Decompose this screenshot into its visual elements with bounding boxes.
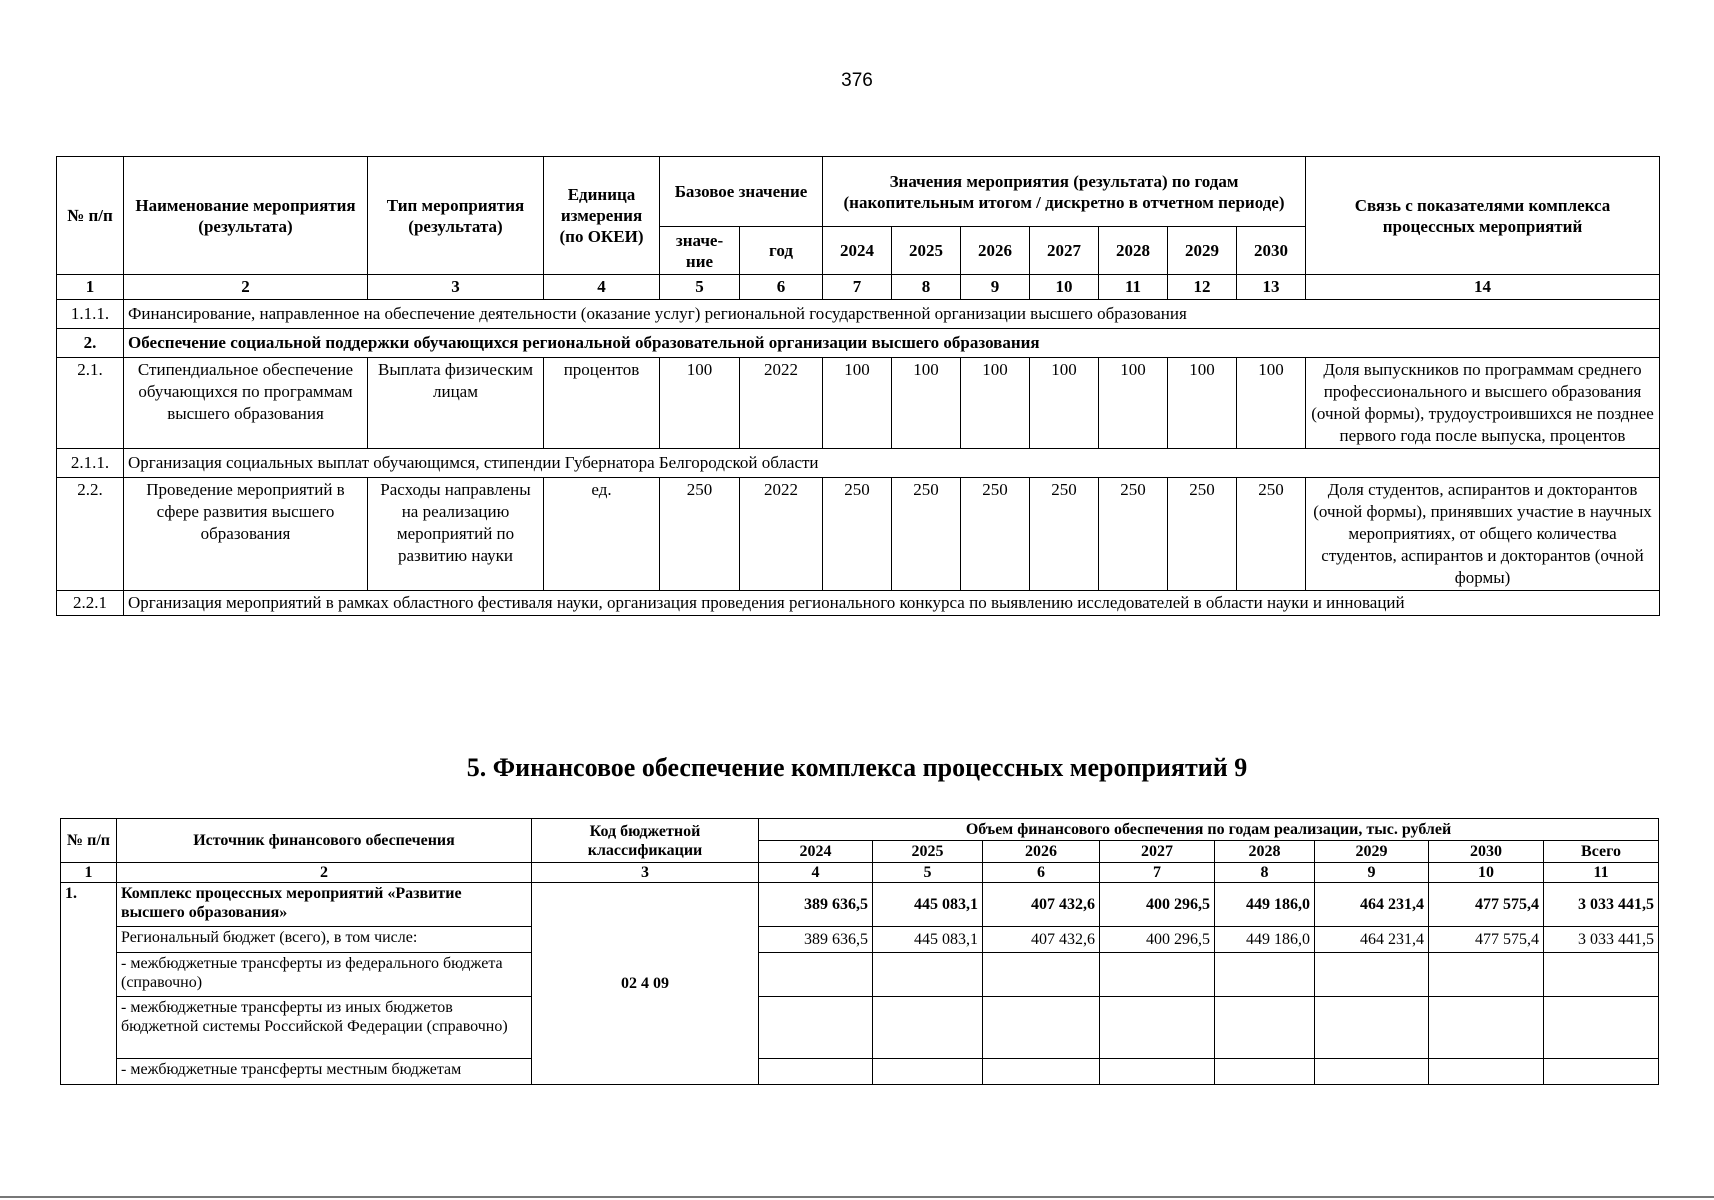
col-header-year: 2030 (1429, 841, 1544, 863)
year-value: 250 (823, 478, 892, 591)
col-header-year: 2026 (961, 227, 1030, 275)
table-row (57, 478, 1660, 591)
column-number: 9 (1315, 863, 1429, 883)
activity-unit: ед. (544, 478, 660, 591)
finance-value (1429, 1059, 1544, 1085)
finance-total: 3 033 441,5 (1544, 927, 1659, 953)
column-number: 10 (1429, 863, 1544, 883)
source-label: - межбюджетные трансферты из иных бюджетов бюджетной системы Российской Федерации (справочно) (117, 997, 532, 1059)
finance-value (983, 953, 1100, 997)
col-header-year: 2028 (1215, 841, 1315, 863)
finance-value (1100, 1059, 1215, 1085)
table-row (57, 300, 1660, 329)
col-header-name: Наименование мероприятия (результата) (124, 157, 368, 275)
year-value: 250 (1168, 478, 1237, 591)
activity-type: Расходы направлены на реализацию мероприятий по развитию науки (368, 478, 544, 591)
column-number: 6 (740, 275, 823, 300)
column-number: 7 (1100, 863, 1215, 883)
section-title: 5. Финансовое обеспечение комплекса процессных мероприятий 9 (466, 753, 1248, 782)
base-value: 100 (660, 358, 740, 449)
col-header-base-year: год (740, 227, 823, 275)
year-value: 100 (823, 358, 892, 449)
finance-value: 445 083,1 (873, 927, 983, 953)
base-year: 2022 (740, 358, 823, 449)
row-number: 2.2.1 (57, 591, 124, 616)
col-header-year: 2025 (873, 841, 983, 863)
year-value: 100 (892, 358, 961, 449)
activity-type: Выплата физическим лицам (368, 358, 544, 449)
table-row (57, 591, 1660, 616)
column-number: 1 (61, 863, 117, 883)
col-header-source: Источник финансового обеспечения (117, 819, 532, 863)
column-number: 7 (823, 275, 892, 300)
finance-value (1100, 953, 1215, 997)
finance-value: 477 575,4 (1429, 883, 1544, 927)
table-row (57, 358, 1660, 449)
finance-value: 407 432,6 (983, 883, 1100, 927)
header-row (57, 157, 1660, 227)
col-header-year: 2024 (823, 227, 892, 275)
row-number: 2.1. (57, 358, 124, 449)
year-value: 250 (1099, 478, 1168, 591)
finance-total (1544, 1059, 1659, 1085)
scan-edge-line (0, 1196, 1714, 1198)
column-number: 5 (660, 275, 740, 300)
finance-value (1315, 1059, 1429, 1085)
table-row (61, 883, 1659, 927)
year-value: 100 (961, 358, 1030, 449)
finance-value (1215, 953, 1315, 997)
column-number: 8 (892, 275, 961, 300)
finance-value (1100, 997, 1215, 1059)
row-number: 2.2. (57, 478, 124, 591)
finance-value (983, 1059, 1100, 1085)
year-value: 100 (1237, 358, 1306, 449)
column-number: 12 (1168, 275, 1237, 300)
column-number: 11 (1544, 863, 1659, 883)
activity-unit: процентов (544, 358, 660, 449)
col-header-year: 2024 (759, 841, 873, 863)
activity-name: Стипендиальное обеспечение обучающихся по программам высшего образования (124, 358, 368, 449)
year-value: 100 (1099, 358, 1168, 449)
activities-table (56, 156, 1660, 616)
col-header-year: 2029 (1315, 841, 1429, 863)
col-header-year: 2025 (892, 227, 961, 275)
table-row (57, 449, 1660, 478)
row-text: Организация мероприятий в рамках областного фестиваля науки, организация проведения регионального конкурса по выявлению исследователей в области науки и инноваций (124, 591, 1660, 616)
table-row (57, 329, 1660, 358)
finance-value: 449 186,0 (1215, 883, 1315, 927)
column-number: 4 (759, 863, 873, 883)
finance-value: 477 575,4 (1429, 927, 1544, 953)
financing-table (60, 818, 1659, 1085)
column-number: 5 (873, 863, 983, 883)
budget-code: 02 4 09 (532, 883, 759, 1085)
activity-name: Проведение мероприятий в сфере развития высшего образования (124, 478, 368, 591)
col-header-year: 2030 (1237, 227, 1306, 275)
table-row (61, 927, 1659, 953)
row-number: 2. (57, 329, 124, 358)
finance-total: 3 033 441,5 (1544, 883, 1659, 927)
finance-value: 400 296,5 (1100, 927, 1215, 953)
column-number: 11 (1099, 275, 1168, 300)
col-header-year: 2027 (1100, 841, 1215, 863)
column-number: 4 (544, 275, 660, 300)
row-number: 1.1.1. (57, 300, 124, 329)
column-number: 9 (961, 275, 1030, 300)
col-header-volume: Объем финансового обеспечения по годам реализации, тыс. рублей (759, 819, 1659, 841)
column-number: 2 (124, 275, 368, 300)
finance-value (1429, 997, 1544, 1059)
finance-value (873, 1059, 983, 1085)
column-number: 2 (117, 863, 532, 883)
column-numbers-row (57, 275, 1660, 300)
base-year: 2022 (740, 478, 823, 591)
finance-value: 389 636,5 (759, 927, 873, 953)
col-header-base-value: значе-ние (660, 227, 740, 275)
finance-value (759, 953, 873, 997)
page-number: 376 (841, 70, 873, 91)
col-header-total: Всего (1544, 841, 1659, 863)
finance-value (759, 997, 873, 1059)
indicator-link: Доля студентов, аспирантов и докторантов (очной формы), принявших участие в научных мероприятиях, от общего количества студентов, аспирантов и докторантов (очной формы) (1306, 478, 1660, 591)
finance-value: 389 636,5 (759, 883, 873, 927)
base-value: 250 (660, 478, 740, 591)
col-header-year: 2026 (983, 841, 1100, 863)
finance-value: 400 296,5 (1100, 883, 1215, 927)
finance-value (759, 1059, 873, 1085)
column-numbers-row (61, 863, 1659, 883)
column-number: 14 (1306, 275, 1660, 300)
finance-value (1429, 953, 1544, 997)
col-header-link: Связь с показателями комплекса процессных мероприятий (1306, 157, 1660, 275)
col-header-base: Базовое значение (660, 157, 823, 227)
finance-value (1215, 997, 1315, 1059)
finance-value (1315, 997, 1429, 1059)
col-header-code: Код бюджетной классификации (532, 819, 759, 863)
finance-value: 464 231,4 (1315, 883, 1429, 927)
header-row (61, 819, 1659, 841)
col-header-num: № п/п (61, 819, 117, 863)
col-header-year: 2027 (1030, 227, 1099, 275)
finance-total (1544, 953, 1659, 997)
year-value: 250 (961, 478, 1030, 591)
finance-total (1544, 997, 1659, 1059)
row-number: 2.1.1. (57, 449, 124, 478)
column-number: 8 (1215, 863, 1315, 883)
col-header-num: № п/п (57, 157, 124, 275)
col-header-type: Тип мероприятия (результата) (368, 157, 544, 275)
finance-value: 445 083,1 (873, 883, 983, 927)
finance-value (1315, 953, 1429, 997)
year-value: 100 (1168, 358, 1237, 449)
column-number: 13 (1237, 275, 1306, 300)
finance-value (873, 997, 983, 1059)
row-text: Финансирование, направленное на обеспечение деятельности (оказание услуг) региональной государственной организации высшего образования (124, 300, 1660, 329)
column-number: 6 (983, 863, 1100, 883)
finance-value: 449 186,0 (1215, 927, 1315, 953)
finance-value: 464 231,4 (1315, 927, 1429, 953)
finance-value: 407 432,6 (983, 927, 1100, 953)
source-label: Региональный бюджет (всего), в том числе: (117, 927, 532, 953)
row-text: Обеспечение социальной поддержки обучающихся региональной образовательной организации высшего образования (124, 329, 1660, 358)
column-number: 3 (532, 863, 759, 883)
finance-value (983, 997, 1100, 1059)
indicator-link: Доля выпускников по программам среднего профессионального и высшего образования (очной формы), трудоустроившихся не позднее первого года после выпуска, процентов (1306, 358, 1660, 449)
col-header-year: 2029 (1168, 227, 1237, 275)
column-number: 10 (1030, 275, 1099, 300)
table-row (61, 953, 1659, 997)
col-header-unit: Единица измерения (по ОКЕИ) (544, 157, 660, 275)
source-label: Комплекс процессных мероприятий «Развитие высшего образования» (117, 883, 532, 927)
table-row (61, 1059, 1659, 1085)
year-value: 250 (1237, 478, 1306, 591)
finance-value (873, 953, 983, 997)
column-number: 1 (57, 275, 124, 300)
column-number: 3 (368, 275, 544, 300)
finance-value (1215, 1059, 1315, 1085)
source-label: - межбюджетные трансферты из федерального бюджета (справочно) (117, 953, 532, 997)
source-label: - межбюджетные трансферты местным бюджетам (117, 1059, 532, 1085)
col-header-values: Значения мероприятия (результата) по годам (накопительным итогом / дискретно в отчетном периоде) (823, 157, 1306, 227)
row-text: Организация социальных выплат обучающимся, стипендии Губернатора Белгородской области (124, 449, 1660, 478)
col-header-year: 2028 (1099, 227, 1168, 275)
row-number: 1. (61, 883, 117, 1085)
year-value: 250 (1030, 478, 1099, 591)
table-row (61, 997, 1659, 1059)
year-value: 100 (1030, 358, 1099, 449)
year-value: 250 (892, 478, 961, 591)
